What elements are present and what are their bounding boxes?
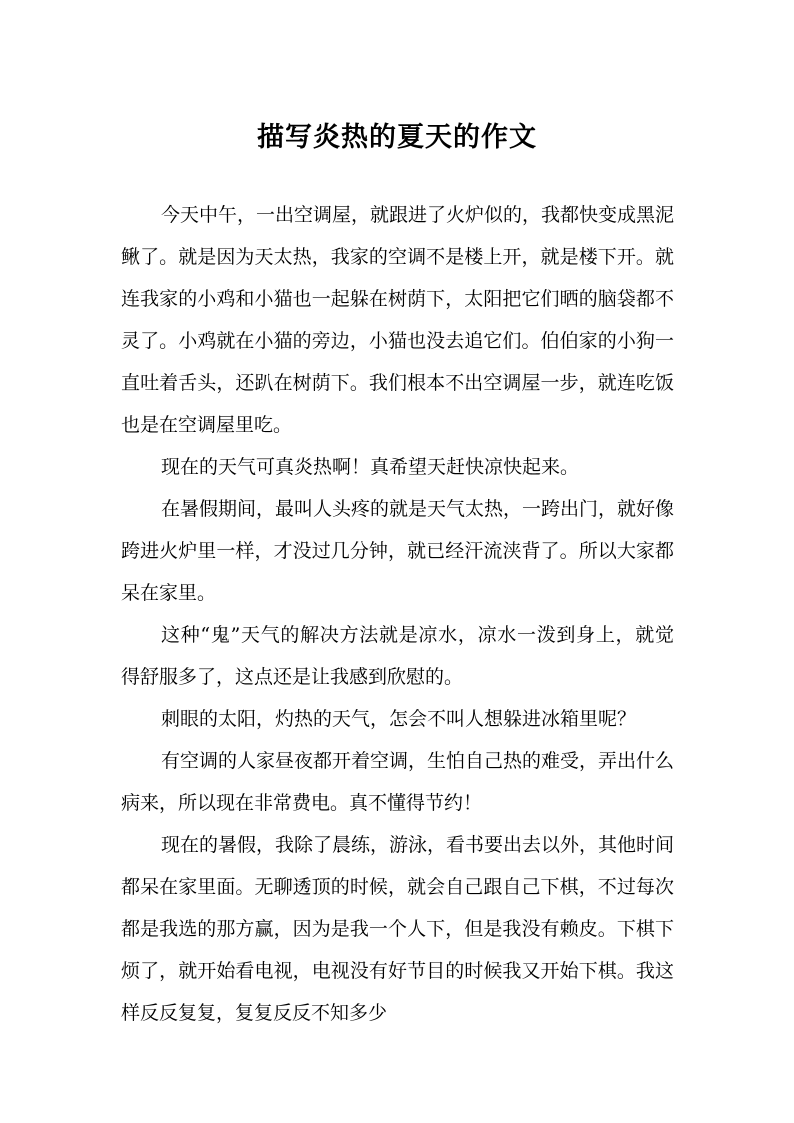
paragraph-6: 有空调的人家昼夜都开着空调，生怕自己热的难受，弄出什么病来，所以现在非常费电。真不懂得节约！ [121, 750, 675, 814]
paragraph-4: 这种“鬼”天气的解决方法就是凉水，凉水一泼到身上，就觉得舒服多了，这点还是让我感到欣慰的。 [121, 624, 674, 688]
document-title: 描写炎热的夏天的作文 [257, 122, 537, 154]
paragraph-1: 今天中午，一出空调屋，就跟进了火炉似的，我都快变成黑泥鳅了。就是因为天太热，我家的空调不是楼上开，就是楼下开。就连我家的小鸡和小猫也一起躲在树荫下，太阳把它们晒的脑袋都不灵了。小鸡就在小猫的旁边，小猫也没去追它们。伯伯家的小狗一直吐着舌头，还趴在树荫下。我们根本不出空调屋一步，就连吃饭也是在空调屋里吃。 [121, 204, 675, 436]
paragraph-7: 现在的暑假，我除了晨练，游泳，看书要出去以外，其他时间都呆在家里面。无聊透顶的时候，就会自己跟自己下棋，不过每次都是我选的那方赢，因为是我一个人下，但是我没有赖皮。下棋下烦了，就开始看电视，电视没有好节目的时候我又开始下棋。我这样反反复复，复复反反不知多少 [121, 834, 675, 1024]
paragraph-5: 刺眼的太阳，灼热的天气，怎会不叫人想躲进冰箱里呢？ [161, 708, 637, 730]
paragraph-3: 在暑假期间，最叫人头疼的就是天气太热，一跨出门，就好像跨进火炉里一样，才没过几分钟，就已经汗流浃背了。所以大家都呆在家里。 [121, 498, 675, 604]
document-body [121, 194, 674, 1034]
paragraph-2: 现在的天气可真炎热啊！真希望天赶快凉快起来。 [161, 456, 580, 478]
